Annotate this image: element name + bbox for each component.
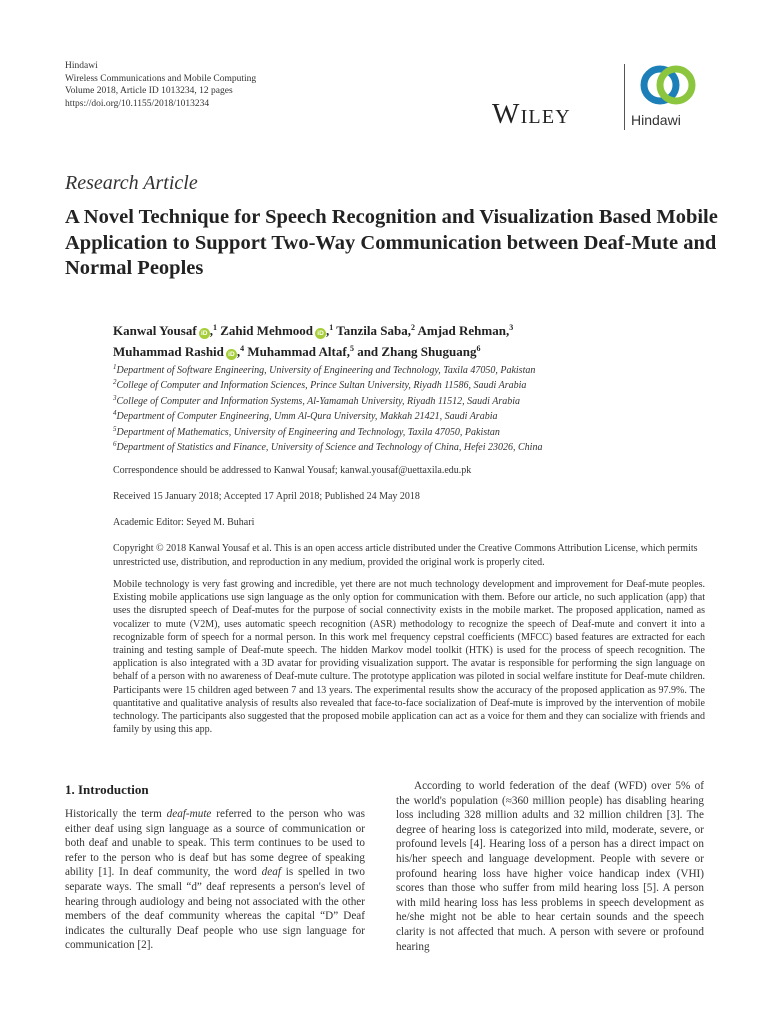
doi-link[interactable]: https://doi.org/10.1155/2018/1013234 [65,98,210,109]
author-name[interactable]: Amjad Rehman [417,323,506,338]
journal-name: Wireless Communications and Mobile Computing [65,73,257,84]
hindawi-logo-text: Hindawi [631,112,681,128]
author-name[interactable]: Zhang Shuguang [381,344,477,359]
article-type: Research Article [65,172,198,194]
author-list: Kanwal Yousaf iD ,$^1$ Zahid Mehmood iD ,$^1$ Tanzila Saba,$^2$ Amjad Rehman,$^3$ Muhammad Rashid iD ,$^4$ Muhammad Altaf,$^5$ and Zhang Shuguang$^6$ [113,323,514,359]
article-title: A Novel Technique for Speech Recognition and Visualization Based Mobile Application to Support Two-Way Communication between Deaf-Mute and Normal Peoples [65,206,718,279]
publication-dates: Received 15 January 2018; Accepted 17 April 2018; Published 24 May 2018 [113,491,420,502]
academic-editor: Academic Editor: Seyed M. Buhari [113,517,255,528]
hindawi-rings-logo [638,62,698,108]
intro-right-column: According to world federation of the deaf (WFD) over 5% of the world's population (≈360 million people) has disabling hearing loss including 328 million adults and 32 million children [3]. The degree of hearing loss is categorized into mild, moderate, severe, or profound levels [4]. Hearing loss of a person has a direct impact on his/her speech and language development. People with severe or profound hearing loss have higher voice handicap index (VHI) scores than those who suffer from mild hearing loss [5]. A person with mild hearing loss has less problems in speech development as he/she might not be able to hear certain sounds and the speech clarity is not affected that much. A person with severe or profound hearing [396,780,704,953]
affiliation-item: $^4$Department of Computer Engineering, Umm Al-Qura University, Makkah 21421, Saudi Arabia [113,409,498,423]
affiliation-list [113,363,713,455]
orcid-icon[interactable]: iD [199,328,210,339]
author-affiliation-mark: 5 [349,344,354,353]
affiliation-item: $^2$College of Computer and Information Sciences, Prince Sultan University, Riyadh 11586, Saudi Arabia [113,378,527,392]
author-affiliation-mark: 1 [329,323,334,332]
journal-masthead [65,60,256,110]
author-name[interactable]: Zahid Mehmood [220,323,314,338]
volume-info: Volume 2018, Article ID 1013234, 12 pages [65,86,233,96]
publisher-name: Hindawi [65,61,98,71]
author-name[interactable]: Muhammad Rashid [113,344,224,359]
author-name[interactable]: Tanzila Saba [336,323,408,338]
affiliation-item: $^1$Department of Software Engineering, University of Engineering and Technology, Taxila 47050, Pakistan [113,363,536,376]
affiliation-item: $^3$College of Computer and Information Systems, Al-Yamamah University, Riyadh 11512, Saudi Arabia [113,393,521,407]
logo-divider [624,64,625,130]
affiliation-item: $^5$Department of Mathematics, University of Engineering and Technology, Taxila 47050, Pakistan [113,424,500,438]
author-name[interactable]: Muhammad Altaf [247,344,347,359]
intro-paragraph: Historically the term deaf-mute referred to the person who was either deaf using sign language as a source of communication or both deaf and unable to speak. This term continues to be used to refer to the person who is deaf but has some degree of speaking ability [1]. In deaf community, the word deaf is spelled in two separate ways. The small “d” deaf represents a person's level of hearing through audiology and being not associated with the other members of the deaf community whereas the capital “D” Deaf indicates the culturally Deaf people who use sign language for communication [2]. [65,808,365,952]
author-affiliation-mark: 3 [509,323,514,332]
orcid-icon[interactable]: iD [226,349,237,360]
author-affiliation-mark: 1 [212,323,217,332]
author-name[interactable]: Kanwal Yousaf [113,323,197,338]
correspondence-note: Correspondence should be addressed to Kanwal Yousaf; kanwal.yousaf@uettaxila.edu.pk [113,465,472,476]
affiliation-item: $^6$Department of Statistics and Finance, University of Science and Technology of China, Hefei 23026, China [113,440,543,454]
intro-left-column [65,807,365,953]
wiley-logo: Wiley [492,98,571,130]
author-affiliation-mark: 6 [476,344,481,353]
orcid-icon[interactable]: iD [315,328,326,339]
copyright-notice: Copyright © 2018 Kanwal Yousaf et al. This is an open access article distributed under the Creative Commons Attribution License, which permits unrestricted use, distribution, and reproduction in any medium, provided the original work is properly cited. [113,543,698,568]
author-affiliation-mark: 4 [240,344,245,353]
author-affiliation-mark: 2 [410,323,415,332]
abstract-text: Mobile technology is very fast growing and incredible, yet there are not much technology development and improvement for Deaf-mute peoples. Existing mobile applications use sign language as the only option for communication with them. Before our article, no such application (app) that uses the disrupted speech of Deaf-mutes for the purpose of social connectivity exists in the mobile market. The proposed application, named as vocalizer to mute (V2M), uses automatic speech recognition (ASR) methodology to recognize the speech of Deaf-mute and convert it into a recognizable form of speech for a normal person. In this work mel frequency cepstral coefficients (MFCC) based features are extracted for each training and testing sample of Deaf-mute speech. The hidden Markov model toolkit (HTK) is used for the process of speech recognition. The application is also integrated with a 3D avatar for providing visualization support. The avatar is responsible for performing the sign language on behalf of a person with no awareness of Deaf-mute culture. The prototype application was piloted in social welfare institute for Deaf-mute children. Participants were 15 children aged between 7 and 13 years. The experimental results show the accuracy of the proposed application as 97.9%. The quantitative and qualitative analysis of results also revealed that face-to-face socialization of Deaf-mute is improved by the intervention of mobile technology. The participants also suggested that the proposed mobile application can act as a voice for them and they can socialize with friends and family by using this app. [113,579,705,736]
section-heading: 1. Introduction [65,782,149,797]
